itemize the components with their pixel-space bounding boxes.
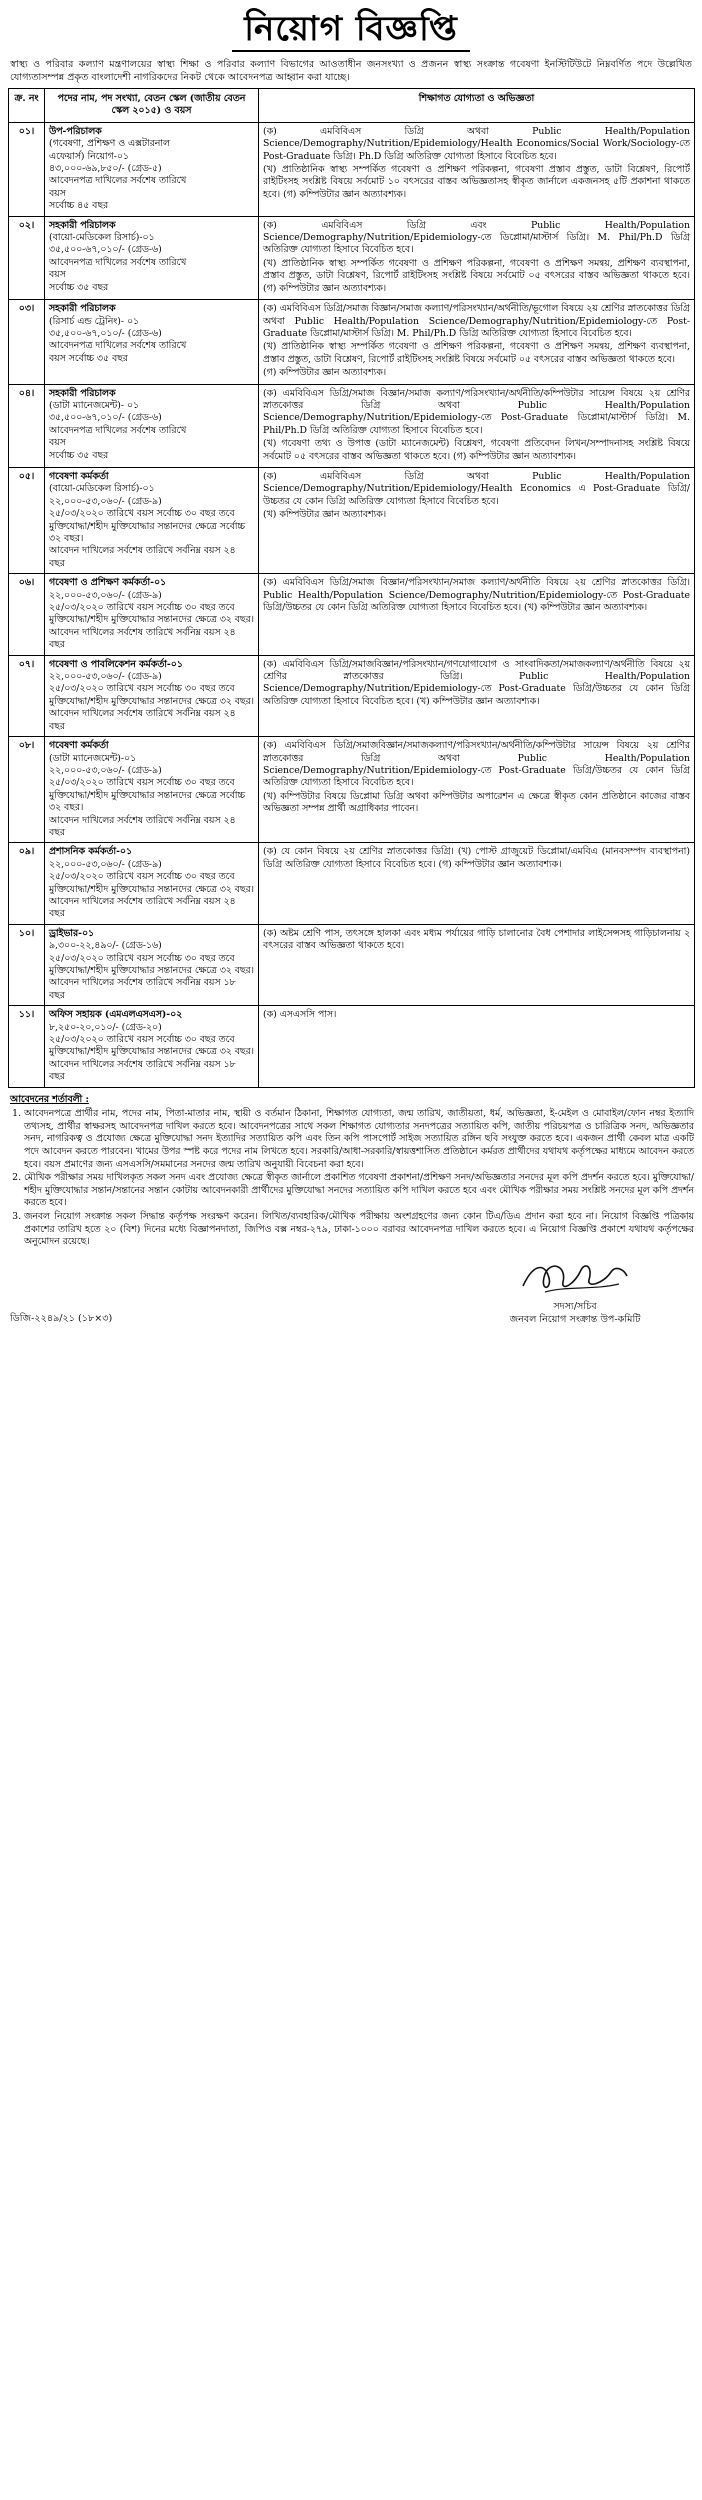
row-qualification-cell (259, 122, 695, 216)
qualification-text: (খ) প্রাতিষ্ঠানিক স্বাস্থ্য সম্পর্কিত গবেষণা ও প্রশিক্ষণ পরিকল্পনা, গবেষণা প্রস্তাব প্রস্তুত, ডাটা বিশ্লেষণ, রিপোর্ট রাইটিংসহ সংশ্লিষ্ট বিষয়ে সর্বমোট ১০ বৎসরের বাস্তব অভিজ্ঞতাসহ স্বীকৃত জার্নালে একজনসহ ৫টি প্রকাশনা থাকতে হবে। (গ) কম্পিউটার জ্ঞান অত্যাবশ্যক। (263, 164, 690, 200)
post-name: প্রশাসনিক কর্মকর্তা-০১ (49, 846, 133, 858)
row-serial: ০৫। (9, 467, 45, 573)
post-detail: আবেদনপত্র দাখিলের সর্বশেষ তারিখে (49, 424, 187, 436)
notice-page (8, 6, 694, 1250)
row-qualification-cell (259, 300, 695, 384)
post-detail: বয়স (49, 437, 66, 449)
page-title: নিয়োগ বিজ্ঞপ্তি (232, 8, 470, 52)
post-detail: ২৫/০৩/২০২০ তারিখে বয়স সর্বোচ্চ ৩০ বছর তবে মুক্তিযোদ্ধা/শহীদ মুক্তিযোদ্ধার সন্তানদের ক্ষেত্রে ৩২ বছর। (49, 683, 254, 707)
table-row (9, 924, 695, 1005)
conditions-heading: আবেদনের শর্তাবলী : (10, 1093, 89, 1105)
post-detail: (ডাটা ম্যানেজমেন্ট)-০১ (49, 752, 137, 764)
row-qualification-cell (259, 216, 695, 299)
post-detail: ৩৫,৫০০-৬৭,০১০/- (গ্রেড-৬) (49, 244, 162, 256)
post-detail: ৩৫,৫০০-৬৭,০১০/- (গ্রেড-৬) (49, 412, 162, 424)
row-serial: ১১। (9, 1006, 45, 1087)
table-row (9, 574, 695, 655)
row-post-cell (45, 1006, 259, 1087)
row-serial: ০১। (9, 122, 45, 216)
post-name: সহকারী পরিচালক (49, 387, 116, 399)
qualification-text: (ক) এমবিবিএস ডিগ্রি/সমাজ বিজ্ঞান/সমাজ কল্যাণ/পরিসংখ্যান/অর্থনীতি/কম্পিউটার সায়েন্স বিষয়ে ২য় শ্রেণির স্নাতকোত্তর ডিগ্রি অথবা Public Health/Population Science/Demography/Nutrition/Epidemiology-তে Post-Graduate ডিপ্লোমা/মাস্টার্স ডিগ্রি। M. Phil/Ph.D ডিগ্রি অতিরিক্ত যোগ্যতা হিসাবে বিবেচিত হবে। (263, 387, 690, 436)
row-qualification-cell (259, 1006, 695, 1087)
row-qualification-cell (259, 574, 695, 655)
row-serial: ০৪। (9, 384, 45, 467)
row-qualification-cell (259, 924, 695, 1005)
post-detail: ২৫/০৩/২০২০ তারিখে বয়স সর্বোচ্চ ৩০ বছর তবে মুক্তিযোদ্ধা/শহীদ মুক্তিযোদ্ধার সন্তানদের ক্ষেত্রে ৩২ বছর। (49, 952, 254, 976)
row-post-cell (45, 843, 259, 924)
row-serial: ০৩। (9, 300, 45, 384)
post-name: সহকারী পরিচালক (49, 219, 116, 231)
condition-item: 1. আবেদনপত্রে প্রার্থীর নাম, পদের নাম, পিতা-মাতার নাম, স্থায়ী ও বর্তমান ঠিকানা, শিক্ষাগত যোগ্যতা, জন্ম তারিখ, জাতীয়তা, ধর্ম, অভিজ্ঞতা, ই-মেইল ও মোবাইল/ফোন নম্বর ইত্যাদি তথ্যসহ, প্রার্থীর স্বাক্ষরসহ আবেদনপত্র দাখিল করতে হবে। আবেদনপত্রের সাথে সকল শিক্ষাগত যোগ্যতার সনদপত্রের সত্যায়িত কপি, জাতীয় পরিচয়পত্র ও চারিত্রিক সনদ, অভিজ্ঞতার সনদ, নাগরিকত্ব ও প্রযোজ্য ক্ষেত্রে মুক্তিযোদ্ধা সনদ ইত্যাদির সত্যায়িত কপি এবং তিন কপি পাসপোর্ট সাইজ সত্যায়িত রঙ্গিন ছবি সংযুক্ত করতে হবে। একজন প্রার্থী কেবল মাত্র একটি পদে আবেদন করতে পারবেন। খামের উপর স্পষ্ট করে পদের নাম লিখতে হবে। সরকারি/আধা-সরকারি/স্বায়ত্তশাসিত প্রতিষ্ঠানে কর্মরত প্রার্থীদের যথাযথ কর্তৃপক্ষের মাধ্যমে আবেদন করতে হবে। বয়স প্রমাণের জন্য এসএসসি/সমমানের সনদের জন্ম তারিখ অনুযায়ী বিবেচনা করা হবে। (24, 1108, 694, 1171)
post-detail: এফেয়ার্স) নিয়োগ-০১ (49, 150, 129, 162)
row-post-cell (45, 300, 259, 384)
post-name: উপ-পরিচালক (49, 125, 102, 137)
signatory-title: সদস্য/সচিব (553, 1301, 597, 1312)
post-detail: ৩৫,৫০০-৬৭,০১০/- (গ্রেড-৬) (49, 327, 162, 339)
table-row (9, 467, 695, 573)
signature-scribble-icon (515, 1256, 635, 1300)
row-serial: ০৭। (9, 655, 45, 736)
title-wrap (8, 8, 694, 52)
signature-block (470, 1256, 680, 1326)
header-qualification: শিক্ষাগত যোগ্যতা ও অভিজ্ঞতা (259, 89, 695, 123)
row-qualification-cell (259, 384, 695, 467)
row-post-cell (45, 737, 259, 843)
qualification-text: (ক) যে কোন বিষয়ে ২য় শ্রেণির স্নাতকোত্তর ডিগ্রি। (খ) পোস্ট গ্রাজুয়েট ডিপ্লোমা/এমবিএ (মানবসম্পদ ব্যবস্থাপনা) ডিগ্রি অতিরিক্ত যোগ্যতা হিসাবে বিবেচিত হবে। (গ) কম্পিউটার জ্ঞান অত্যাবশ্যক। (263, 846, 690, 870)
post-name: ড্রাইভার-০১ (49, 927, 95, 939)
row-serial: ০৯। (9, 843, 45, 924)
row-post-cell (45, 467, 259, 573)
post-detail: ২৫/০৩/২০২০ তারিখে বয়স সর্বোচ্চ ৩০ বছর তবে মুক্তিযোদ্ধা/শহীদ মুক্তিযোদ্ধার সন্তানদের ক্ষেত্রে সর্বোচ্চ ৩২ বছর। (49, 508, 245, 544)
qualification-text: (ক) এমবিবিএস ডিগ্রি/সমাজ বিজ্ঞান/সমাজ কল্যাণ/পরিসংখ্যান/অর্থনীতি/ভূগোল বিষয়ে ২য় শ্রেণির স্নাতকোত্তর ডিগ্রি অথবা Public Health/Population Science/Demography/Nutrition/Epidemiology-তে Post-Graduate ডিপ্লোমা/মাস্টার্স ডিগ্রি। M. Phil/Ph.D ডিগ্রি অতিরিক্ত যোগ্যতা হিসাবে বিবেচিত হবে। (263, 303, 690, 339)
qualification-text: (ক) এমবিবিএস ডিগ্রি/সমাজ বিজ্ঞান/পরিসংখ্যান/সমাজ কল্যাণ/অর্থনীতি বিষয়ে ২য় শ্রেণির স্নাতকোত্তর ডিগ্রি। Public Health/Population Science/Demography/Nutrition/Epidemiology-তে Post-Graduate ডিগ্রি/উচ্চতর যে কোন ডিগ্রি অতিরিক্ত যোগ্যতা হিসাবে বিবেচিত হবে। (খ) কম্পিউটার জ্ঞান অত্যাবশ্যক। (263, 577, 690, 614)
post-name: সহকারী পরিচালক (49, 303, 116, 315)
post-name: গবেষণা কর্মকর্তা (49, 470, 109, 482)
qualification-text: (ক) এমবিবিএস ডিগ্রি এবং Public Health/Population Science/Demography/Nutrition/Epidemiology-তে ডিপ্লোমা/মাস্টার্স ডিগ্রি। M. Phil/Ph.D ডিগ্রি অতিরিক্ত যোগ্যতা হিসাবে বিবেচিত হবে। (263, 219, 690, 256)
post-detail: ৮,২৫০-২০,০১০/- (গ্রেড-২০) (49, 1021, 162, 1033)
post-detail: ৯,৩০০-২২,৪৯০/- (গ্রেড-১৬) (49, 940, 162, 952)
row-post-cell (45, 384, 259, 467)
table-row (9, 1006, 695, 1087)
qualification-text: (ক) এসএসসি পাস। (263, 1009, 337, 1021)
post-detail: আবেদন দাখিলের সর্বশেষ তারিখে সর্বনিম্ন বয়স ২৪ বছর (49, 895, 236, 920)
table-header-row (9, 89, 695, 123)
qualification-text: (ক) এমবিবিএস ডিগ্রি/সমাজবিজ্ঞান/পরিসংখ্যান/গণযোগাযোগ ও সাংবাদিকতা/সমাজকল্যাণ/অর্থনীতি বিষয়ে ২য় শ্রেণির স্নাতকোত্তর ডিগ্রি। Public Health/Population Science/Demography/Nutrition/Epidemiology-তে Post-Graduate ডিগ্রি/উচ্চতর যে কোন ডিগ্রি অতিরিক্ত যোগ্যতা হিসাবে বিবেচিত হবে। (খ) কম্পিউটার জ্ঞান অত্যাবশ্যক। (263, 658, 690, 707)
post-detail: (ডাটা ম্যানেজমেন্ট)- ০১ (49, 399, 140, 411)
post-detail: ২৫/০৩/২০২০ তারিখে বয়স সর্বোচ্চ ৩০ বছর তবে মুক্তিযোদ্ধা/শহীদ মুক্তিযোদ্ধার সন্তানদের ক্ষেত্রে ৩২ বছর। (49, 871, 254, 895)
qualification-text: (ক) এমবিবিএস ডিগ্রি/সমাজবিজ্ঞান/সমাজকল্যাণ/পরিসংখ্যান/অর্থনীতি/কম্পিউটার সায়েন্স বিষয়ে ২য় শ্রেণির স্নাতকোত্তর ডিগ্রি অথবা Public Health/Population Science/Demography/Nutrition/Epidemiology-তে Post-Graduate ডিগ্রি/উচ্চতর যে কোন ডিগ্রি অতিরিক্ত যোগ্যতা হিসাবে বিবেচিত হবে। (263, 740, 690, 789)
qualification-text: (গ) কম্পিউটার জ্ঞান অত্যাবশ্যক। (263, 367, 387, 379)
qualification-text: (খ) প্রাতিষ্ঠানিক স্বাস্থ্য সম্পর্কিত গবেষণা ও প্রশিক্ষণ পরিকল্পনা, গবেষণা ও প্রশিক্ষণ সমন্বয়, প্রশিক্ষণ ব্যবস্থাপনা, প্রস্তাব প্রস্তুত, ডাটা বিশ্লেষণ, রিপোর্ট রাইটিংসহ সংশ্লিষ্ট বিষয়ে সর্বমোট ০৫ বৎসরের বাস্তব অভিজ্ঞতা থাকতে হবে। (263, 341, 690, 365)
post-detail: আবেদন দাখিলের সর্বশেষ তারিখে সর্বনিম্ন বয়স ১৮ বছর (49, 977, 236, 1001)
post-detail: ২৫/০৩/২০২০ তারিখে বয়স সর্বোচ্চ ৩০ বছর তবে মুক্তিযোদ্ধা/শহীদ মুক্তিযোদ্ধার সন্তানদের ক্ষেত্রে সর্বোচ্চ ৩২ বছর। (49, 777, 245, 814)
row-post-cell (45, 655, 259, 736)
qualification-text: (ক) এমবিবিএস ডিগ্রি অথবা Public Health/Population Science/Demography/Nutrition/Epidemiology/Health Economics এ Post-Graduate ডিগ্রি/উচ্চতর যে কোন ডিগ্রি অতিরিক্ত যোগ্যতা হিসাবে বিবেচিত হবে। (263, 470, 690, 507)
condition-item: 2. মৌখিক পরীক্ষার সময় দাখিলকৃত সকল সনদ এবং প্রযোজ্য ক্ষেত্রে স্বীকৃত জার্নালে প্রকাশিত গবেষণা প্রকাশনা/প্রশিক্ষণ সনদ/অভিজ্ঞতার সনদের মূল কপি প্রদর্শন করতে হবে। মুক্তিযোদ্ধা/শহীদ মুক্তিযোদ্ধার সন্তান/সন্তানের সন্তান কোটায় আবেদনকারী প্রার্থীদের মুক্তিযোদ্ধা সনদের সত্যায়িত কপি দাখিল করতে হবে এবং মৌখিক পরীক্ষার সময় সংশ্লিষ্ট সনদের মূল কপি প্রদর্শন করতে হবে। (24, 1172, 694, 1210)
post-detail: ২৫/০৩/২০২০ তারিখে বয়স সর্বোচ্চ ৩০ বছর তবে মুক্তিযোদ্ধা/শহীদ মুক্তিযোদ্ধার সন্তানদের ক্ষেত্রে ৩২ বছর। (49, 602, 254, 626)
row-serial: ০২। (9, 216, 45, 299)
row-post-cell (45, 122, 259, 216)
post-detail: ২৫/০৩/২০২০ তারিখে বয়স সর্বোচ্চ ৩০ বছর তবে মুক্তিযোদ্ধা/শহীদ মুক্তিযোদ্ধার সন্তানদের ক্ষেত্রে ৩২ বছর। (49, 1034, 254, 1058)
post-detail: সর্বোচ্চ ৪৫ বছর (49, 200, 109, 212)
table-row (9, 737, 695, 843)
post-detail: আবেদন দাখিলের সর্বশেষ তারিখে সর্বনিম্ন বয়স ২৪ বছর (49, 545, 236, 569)
header-post: পদের নাম, পদ সংখ্যা, বেতন স্কেল (জাতীয় বেতন স্কেল ২০১৫) ও বয়স (45, 89, 259, 123)
intro-paragraph: স্বাস্থ্য ও পরিবার কল্যাণ মন্ত্রণালয়ের স্বাস্থ্য শিক্ষা ও পরিবার কল্যাণ বিভাগের আওতাধীন জনসংখ্যা ও প্রজনন স্বাস্থ্য সংক্রান্ত গবেষণা ইনস্টিটিউটে নিম্নবর্ণিত পদে উল্লেখিত যোগ্যতাসম্পন্ন প্রকৃত বাংলাদেশী নাগরিকদের নিকট থেকে আবেদনপত্র আহ্বান করা যাচ্ছে। (10, 59, 692, 83)
header-serial: ক্র. নং (9, 89, 45, 123)
qualification-text: (খ) কম্পিউটার জ্ঞান অত্যাবশ্যক। (263, 509, 387, 521)
post-name: গবেষণা ও পাবলিকেশন কর্মকর্তা-০১ (49, 658, 183, 670)
post-detail: আবেদনপত্র দাখিলের সর্বশেষ তারিখে (49, 340, 187, 352)
post-detail: (বায়ো-মেডিকেল রিসার্চ)-০১ (49, 232, 155, 244)
post-detail: ২২,০০০-৫৩,০৬০/- (গ্রেড-৯) (49, 671, 162, 683)
post-detail: ২২,০০০-৫৩,০৬০/- (গ্রেড-৯) (49, 858, 162, 870)
post-detail: সর্বোচ্চ ৩৫ বছর (49, 449, 109, 461)
post-detail: বয়স সর্বোচ্চ ৩৫ বছর (49, 352, 128, 364)
table-row (9, 122, 695, 216)
post-detail: আবেদনপত্র দাখিলের সর্বশেষ তারিখে (49, 175, 187, 187)
table-row (9, 300, 695, 384)
post-name: অফিস সহায়ক (এমএলএসএস)-০২ (49, 1009, 183, 1021)
qualification-text: (খ) গবেষণা তথ্য ও উপাত্ত (ডাটা ম্যানেজমেন্ট) বিশ্লেষণ, গবেষণা প্রতিবেদন লিখন/সম্পাদনাসহ সংশ্লিষ্ট বিষয়ে সর্বমোট ০৫ বৎসরের বাস্তব অভিজ্ঞতা থাকতে হবে। (গ) কম্পিউটার জ্ঞান অত্যাবশ্যক। (263, 438, 690, 462)
post-detail: আবেদন দাখিলের সর্বশেষ তারিখে সর্বনিম্ন বয়স ১৮ বছর (49, 1058, 236, 1083)
post-detail: (রিসার্চ এন্ড ট্রেনিং)- ০১ (49, 315, 140, 327)
qualification-text: (খ) কম্পিউটার বিষয়ে ডিপ্লোমা ডিগ্রি অথবা কম্পিউটার অপারেশন এ ক্ষেত্রে স্বীকৃত কোন প্রতিষ্ঠানে কাজের বাস্তব অভিজ্ঞতা সম্পন্ন প্রার্থী অগ্রাধিকার পাবেন। (263, 790, 690, 815)
reference-number: ডিজি-২২৪৯/২১ (১৮×৩) (10, 1313, 113, 1324)
post-detail: বয়স (49, 187, 66, 199)
post-detail: আবেদনপত্র দাখিলের সর্বশেষ তারিখে (49, 256, 187, 268)
post-detail: (বায়ো-মেডিকেল রিসার্চ)-০১ (49, 483, 155, 495)
row-post-cell (45, 924, 259, 1005)
post-detail: ২২,০০০-৫৩,০৬০/- (গ্রেড-৯) (49, 589, 162, 601)
table-row (9, 384, 695, 467)
post-detail: ২২,০০০-৫৩,০৬০/- (গ্রেড-৯) (49, 495, 162, 507)
qualification-text: (ক) এমবিবিএস ডিগ্রি অথবা Public Health/Population Science/Demography/Nutrition/Epidemiology/Health Economics/Social Work/Sociology-তে Post-Graduate ডিগ্রি। Ph.D ডিগ্রি অতিরিক্ত যোগ্যতা হিসাবে বিবেচিত হবে। (263, 125, 690, 162)
post-detail: আবেদন দাখিলের সর্বশেষ তারিখে সর্বনিম্ন বয়স ২৪ বছর (49, 814, 236, 838)
row-qualification-cell (259, 737, 695, 843)
row-serial: ১০। (9, 924, 45, 1005)
posts-table (8, 88, 695, 1088)
post-name: গবেষণা কর্মকর্তা (49, 740, 109, 752)
row-post-cell (45, 574, 259, 655)
post-name: গবেষণা ও প্রশিক্ষণ কর্মকর্তা-০১ (49, 577, 167, 589)
row-qualification-cell (259, 655, 695, 736)
post-detail: ৪৩,০০০-৬৯,৮৫০/- (গ্রেড-৫) (49, 163, 162, 175)
row-post-cell (45, 216, 259, 299)
row-serial: ০৬। (9, 574, 45, 655)
conditions-section (8, 1094, 694, 1249)
table-row (9, 216, 695, 299)
table-row (9, 655, 695, 736)
qualification-text: (ক) অষ্টম শ্রেণি পাস, তৎসঙ্গে হালকা এবং মধ্যম পর্যায়ের গাড়ি চালানোর বৈধ পেশাদার লাইসেন্সসহ গাড়িচালনায় ২ বৎসরের বাস্তব অভিজ্ঞতা থাকতে হবে। (263, 927, 690, 952)
row-qualification-cell (259, 843, 695, 924)
conditions-list (8, 1108, 694, 1249)
row-qualification-cell (259, 467, 695, 573)
post-detail: (গবেষণা, প্রশিক্ষণ ও এক্সটারনাল (49, 138, 170, 150)
post-detail: সর্বোচ্চ ৩৫ বছর (49, 281, 109, 293)
post-detail: আবেদন দাখিলের সর্বশেষ তারিখে সর্বনিম্ন বয়স ২৪ বছর (49, 626, 236, 651)
row-serial: ০৮। (9, 737, 45, 843)
committee-name: জনবল নিয়োগ সংক্রান্ত উপ-কমিটি (509, 1314, 641, 1325)
post-detail: ২২,০০০-৫৩,০৬০/- (গ্রেড-৯) (49, 764, 162, 776)
condition-item: 3. জনবল নিয়োগ সংক্রান্ত সকল সিদ্ধান্ত কর্তৃপক্ষ সংরক্ষণ করেন। লিখিত/ব্যবহারিক/মৌখিক পরীক্ষায় অংশগ্রহণের জন্য কোন টিএ/ডিএ প্রদান করা হবে না। নিয়োগ বিজ্ঞপ্তি পত্রিকায় প্রকাশের তারিখ হতে ২০ (বিশ) দিনের মধ্যে বিজ্ঞাপনদাতা, জিপিও বক্স নম্বর-২৭৯, ঢাকা-১০০০ বরাবর আবেদনপত্র দাখিল করতে হবে। এ নিয়োগ বিজ্ঞপ্তি প্রকাশে যথাযথ কর্তৃপক্ষের অনুমোদন রয়েছে। (24, 1211, 694, 1249)
post-detail: আবেদন দাখিলের সর্বশেষ তারিখে সর্বনিম্ন বয়স ২৪ বছর (49, 708, 236, 732)
qualification-text: (খ) প্রাতিষ্ঠানিক স্বাস্থ্য সম্পর্কিত গবেষণা ও প্রশিক্ষণ পরিকল্পনা, গবেষণা ও প্রশিক্ষণ সমন্বয়, প্রশিক্ষণ ব্যবস্থাপনা, প্রস্তাব প্রস্তুত, ডাটা বিশ্লেষণ, রিপোর্ট রাইটিংসহ সংশ্লিষ্ট বিষয়ে সর্বমোট ০৫ বৎসরের বাস্তব অভিজ্ঞতা থাকতে হবে। (গ) কম্পিউটার জ্ঞান অত্যাবশ্যক। (263, 257, 690, 294)
table-row (9, 843, 695, 924)
post-detail: বয়স (49, 269, 66, 281)
